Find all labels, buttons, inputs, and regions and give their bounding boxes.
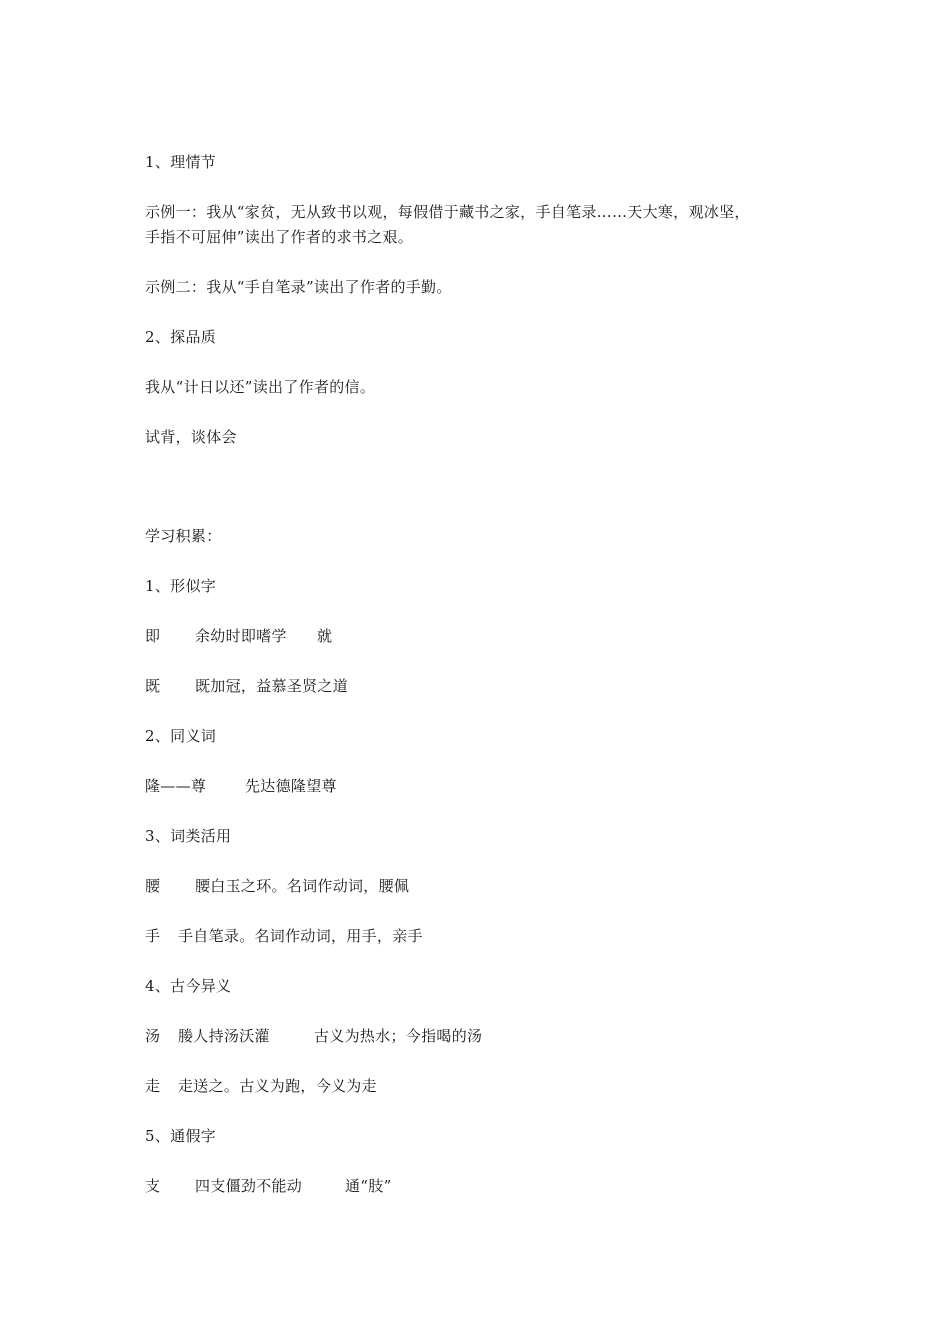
similar-chars-heading: 1、形似字 [145, 577, 217, 595]
loan-char: 支 [145, 1177, 161, 1195]
synonyms-heading: 2、同义词 [145, 727, 217, 745]
word-class-char: 腰 [145, 877, 161, 895]
recite-prompt: 试背，谈体会 [145, 428, 237, 446]
word-class-row [145, 924, 423, 948]
accumulation-title: 学习积累： [145, 527, 222, 545]
similar-char-row [145, 624, 332, 648]
word-class-row [145, 874, 409, 898]
similar-char: 即 [145, 627, 161, 645]
example-two: 示例二：我从“手自笔录”读出了作者的手勤。 [145, 278, 452, 296]
similar-char-example: 既加冠，益慕圣贤之道 [195, 677, 349, 695]
similar-char-example: 余幼时即嗜学 [195, 627, 287, 645]
word-class-text: 腰白玉之环。名词作动词，腰佩 [195, 877, 410, 895]
section-heading-plot: 1、理情节 [145, 153, 217, 171]
loan-char-example: 四支僵劲不能动 [195, 1177, 303, 1195]
word-class-heading: 3、词类活用 [145, 827, 232, 845]
similar-char-row [145, 674, 348, 698]
loan-chars-heading: 5、通假字 [145, 1127, 217, 1145]
ancient-modern-char: 走 [145, 1077, 161, 1095]
ancient-modern-example: 媵人持汤沃灌 [178, 1027, 270, 1045]
loan-char-row [145, 1174, 392, 1198]
ancient-modern-row [145, 1024, 482, 1048]
synonym-term: 隆——尊 [145, 777, 207, 795]
ancient-modern-heading: 4、古今异义 [145, 977, 232, 995]
loan-char-note: 通“肢” [345, 1177, 392, 1195]
similar-char: 既 [145, 677, 161, 695]
ancient-modern-note: 古义为热水；今指喝的汤 [314, 1027, 483, 1045]
section-heading-character: 2、探品质 [145, 328, 217, 346]
example-one-line-1: 示例一：我从“家贫，无从致书以观，每假借于藏书之家，手自笔录……天大寒，观冰坚， [145, 203, 750, 221]
ancient-modern-row [145, 1074, 377, 1098]
synonym-row [145, 774, 337, 798]
example-one-line-2: 手指不可屈伸”读出了作者的求书之艰。 [145, 228, 414, 246]
character-text: 我从“计日以还”读出了作者的信。 [145, 378, 376, 396]
ancient-modern-example: 走送之。古义为跑，今义为走 [178, 1077, 377, 1095]
synonym-example: 先达德隆望尊 [245, 777, 337, 795]
word-class-text: 手自笔录。名词作动词，用手，亲手 [178, 927, 423, 945]
ancient-modern-char: 汤 [145, 1027, 161, 1045]
word-class-char: 手 [145, 927, 161, 945]
similar-char-note: 就 [317, 627, 333, 645]
